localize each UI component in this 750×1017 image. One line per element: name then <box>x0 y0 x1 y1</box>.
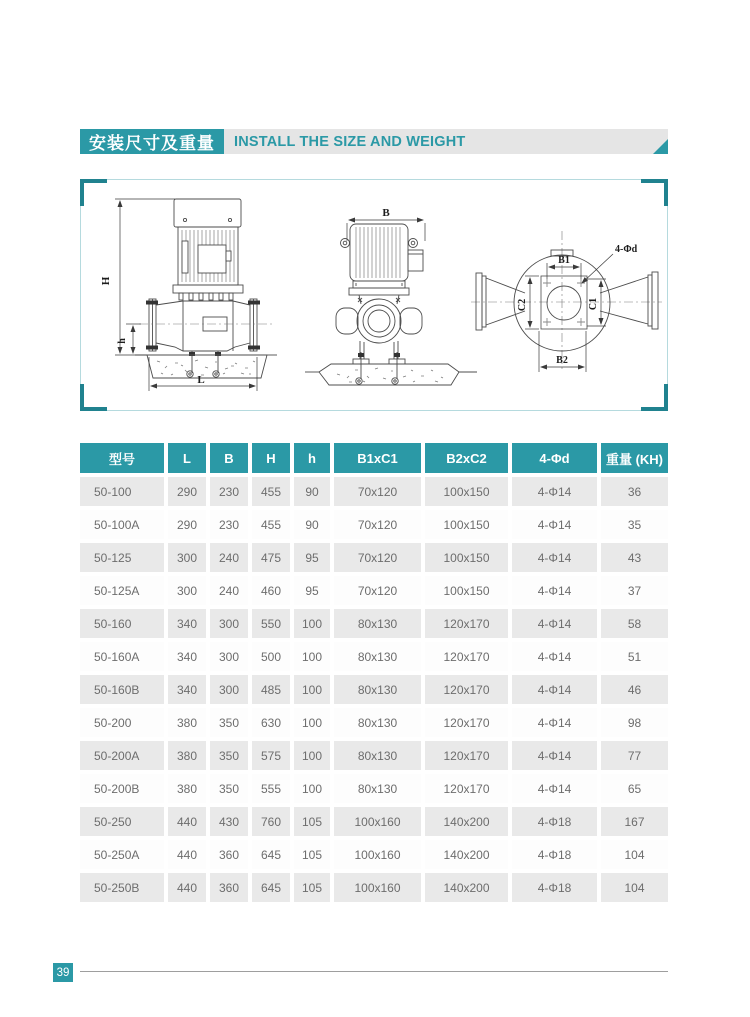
dim-label-H: H <box>100 276 112 286</box>
footer-rule <box>80 971 668 972</box>
value-cell: 90 <box>294 510 330 539</box>
value-cell: 350 <box>210 708 248 737</box>
value-cell: 4-Φ18 <box>512 840 597 869</box>
model-cell: 50-250B <box>80 873 164 902</box>
value-cell: 120x170 <box>425 708 508 737</box>
table-header-3: H <box>252 443 290 473</box>
value-cell: 120x170 <box>425 675 508 704</box>
value-cell: 95 <box>294 543 330 572</box>
value-cell: 100 <box>294 675 330 704</box>
value-cell: 100 <box>294 708 330 737</box>
value-cell: 37 <box>601 576 668 605</box>
value-cell: 104 <box>601 873 668 902</box>
table-header-7: 4-Φd <box>512 443 597 473</box>
value-cell: 100x160 <box>334 840 421 869</box>
value-cell: 70x120 <box>334 543 421 572</box>
dim-label-B: B <box>382 207 390 219</box>
value-cell: 120x170 <box>425 642 508 671</box>
value-cell: 90 <box>294 477 330 506</box>
corner-triangle-icon <box>653 139 668 154</box>
model-cell: 50-250A <box>80 840 164 869</box>
value-cell: 460 <box>252 576 290 605</box>
value-cell: 100x150 <box>425 477 508 506</box>
value-cell: 98 <box>601 708 668 737</box>
value-cell: 167 <box>601 807 668 836</box>
value-cell: 350 <box>210 741 248 770</box>
value-cell: 100x160 <box>334 873 421 902</box>
dim-label-C2: C2 <box>517 298 528 312</box>
value-cell: 95 <box>294 576 330 605</box>
value-cell: 140x200 <box>425 840 508 869</box>
value-cell: 645 <box>252 840 290 869</box>
dim-label-B1: B1 <box>558 255 570 266</box>
value-cell: 105 <box>294 873 330 902</box>
value-cell: 300 <box>168 576 206 605</box>
value-cell: 140x200 <box>425 873 508 902</box>
value-cell: 300 <box>210 642 248 671</box>
value-cell: 455 <box>252 477 290 506</box>
value-cell: 104 <box>601 840 668 869</box>
value-cell: 760 <box>252 807 290 836</box>
table-header-1: L <box>168 443 206 473</box>
dim-label-bolt-pattern: 4-Φd <box>615 244 638 255</box>
value-cell: 43 <box>601 543 668 572</box>
value-cell: 340 <box>168 642 206 671</box>
value-cell: 230 <box>210 477 248 506</box>
value-cell: 340 <box>168 609 206 638</box>
panel-corner-mark <box>641 179 668 206</box>
value-cell: 65 <box>601 774 668 803</box>
value-cell: 4-Φ14 <box>512 510 597 539</box>
model-cell: 50-250 <box>80 807 164 836</box>
value-cell: 290 <box>168 477 206 506</box>
value-cell: 485 <box>252 675 290 704</box>
value-cell: 380 <box>168 708 206 737</box>
value-cell: 70x120 <box>334 576 421 605</box>
value-cell: 80x130 <box>334 774 421 803</box>
value-cell: 70x120 <box>334 510 421 539</box>
value-cell: 230 <box>210 510 248 539</box>
value-cell: 100x150 <box>425 543 508 572</box>
value-cell: 4-Φ14 <box>512 741 597 770</box>
value-cell: 120x170 <box>425 774 508 803</box>
value-cell: 645 <box>252 873 290 902</box>
value-cell: 440 <box>168 840 206 869</box>
value-cell: 100 <box>294 609 330 638</box>
value-cell: 4-Φ14 <box>512 543 597 572</box>
value-cell: 80x130 <box>334 741 421 770</box>
pump-side-view-drawing <box>95 189 291 401</box>
value-cell: 77 <box>601 741 668 770</box>
value-cell: 4-Φ14 <box>512 576 597 605</box>
value-cell: 46 <box>601 675 668 704</box>
value-cell: 380 <box>168 774 206 803</box>
value-cell: 360 <box>210 873 248 902</box>
value-cell: 80x130 <box>334 708 421 737</box>
value-cell: 4-Φ18 <box>512 873 597 902</box>
value-cell: 440 <box>168 873 206 902</box>
value-cell: 380 <box>168 741 206 770</box>
table-header-6: B2xC2 <box>425 443 508 473</box>
value-cell: 100 <box>294 642 330 671</box>
value-cell: 4-Φ14 <box>512 774 597 803</box>
value-cell: 100x160 <box>334 807 421 836</box>
value-cell: 100 <box>294 741 330 770</box>
value-cell: 575 <box>252 741 290 770</box>
panel-corner-mark <box>641 384 668 411</box>
value-cell: 80x130 <box>334 609 421 638</box>
section-header <box>80 129 668 154</box>
value-cell: 36 <box>601 477 668 506</box>
value-cell: 340 <box>168 675 206 704</box>
value-cell: 4-Φ14 <box>512 609 597 638</box>
value-cell: 4-Φ14 <box>512 642 597 671</box>
value-cell: 4-Φ14 <box>512 675 597 704</box>
value-cell: 80x130 <box>334 675 421 704</box>
value-cell: 4-Φ18 <box>512 807 597 836</box>
value-cell: 120x170 <box>425 741 508 770</box>
value-cell: 300 <box>168 543 206 572</box>
model-cell: 50-200 <box>80 708 164 737</box>
table-header-2: B <box>210 443 248 473</box>
model-cell: 50-160A <box>80 642 164 671</box>
value-cell: 4-Φ14 <box>512 477 597 506</box>
value-cell: 58 <box>601 609 668 638</box>
dim-label-B2: B2 <box>556 355 568 366</box>
model-cell: 50-100A <box>80 510 164 539</box>
dim-label-h: h <box>117 338 128 344</box>
model-cell: 50-100 <box>80 477 164 506</box>
value-cell: 550 <box>252 609 290 638</box>
table-header-8: 重量 (KH) <box>601 443 668 473</box>
table-header-0: 型号 <box>80 443 164 473</box>
value-cell: 4-Φ14 <box>512 708 597 737</box>
value-cell: 35 <box>601 510 668 539</box>
model-cell: 50-125 <box>80 543 164 572</box>
value-cell: 120x170 <box>425 609 508 638</box>
value-cell: 80x130 <box>334 642 421 671</box>
value-cell: 140x200 <box>425 807 508 836</box>
value-cell: 100x150 <box>425 576 508 605</box>
model-cell: 50-160 <box>80 609 164 638</box>
value-cell: 240 <box>210 576 248 605</box>
value-cell: 360 <box>210 840 248 869</box>
value-cell: 100 <box>294 774 330 803</box>
value-cell: 350 <box>210 774 248 803</box>
value-cell: 430 <box>210 807 248 836</box>
value-cell: 555 <box>252 774 290 803</box>
value-cell: 100x150 <box>425 510 508 539</box>
value-cell: 300 <box>210 609 248 638</box>
value-cell: 105 <box>294 807 330 836</box>
model-cell: 50-200B <box>80 774 164 803</box>
value-cell: 475 <box>252 543 290 572</box>
value-cell: 300 <box>210 675 248 704</box>
pump-front-view-drawing <box>303 194 479 400</box>
model-cell: 50-200A <box>80 741 164 770</box>
value-cell: 105 <box>294 840 330 869</box>
value-cell: 455 <box>252 510 290 539</box>
section-title-zh: 安装尺寸及重量 <box>80 129 224 154</box>
pump-plan-view-drawing <box>469 216 665 378</box>
page-number-badge: 39 <box>53 963 73 982</box>
section-title-en-text: INSTALL THE SIZE AND WEIGHT <box>234 133 466 150</box>
table-header-5: B1xC1 <box>334 443 421 473</box>
value-cell: 240 <box>210 543 248 572</box>
dim-label-C1: C1 <box>588 297 599 311</box>
dim-label-L: L <box>197 374 205 386</box>
model-cell: 50-125A <box>80 576 164 605</box>
drawing-panel <box>80 179 668 411</box>
value-cell: 70x120 <box>334 477 421 506</box>
model-cell: 50-160B <box>80 675 164 704</box>
value-cell: 51 <box>601 642 668 671</box>
value-cell: 500 <box>252 642 290 671</box>
dimensions-table <box>80 443 668 902</box>
table-header-4: h <box>294 443 330 473</box>
section-title-en <box>224 129 668 154</box>
value-cell: 630 <box>252 708 290 737</box>
value-cell: 290 <box>168 510 206 539</box>
value-cell: 440 <box>168 807 206 836</box>
